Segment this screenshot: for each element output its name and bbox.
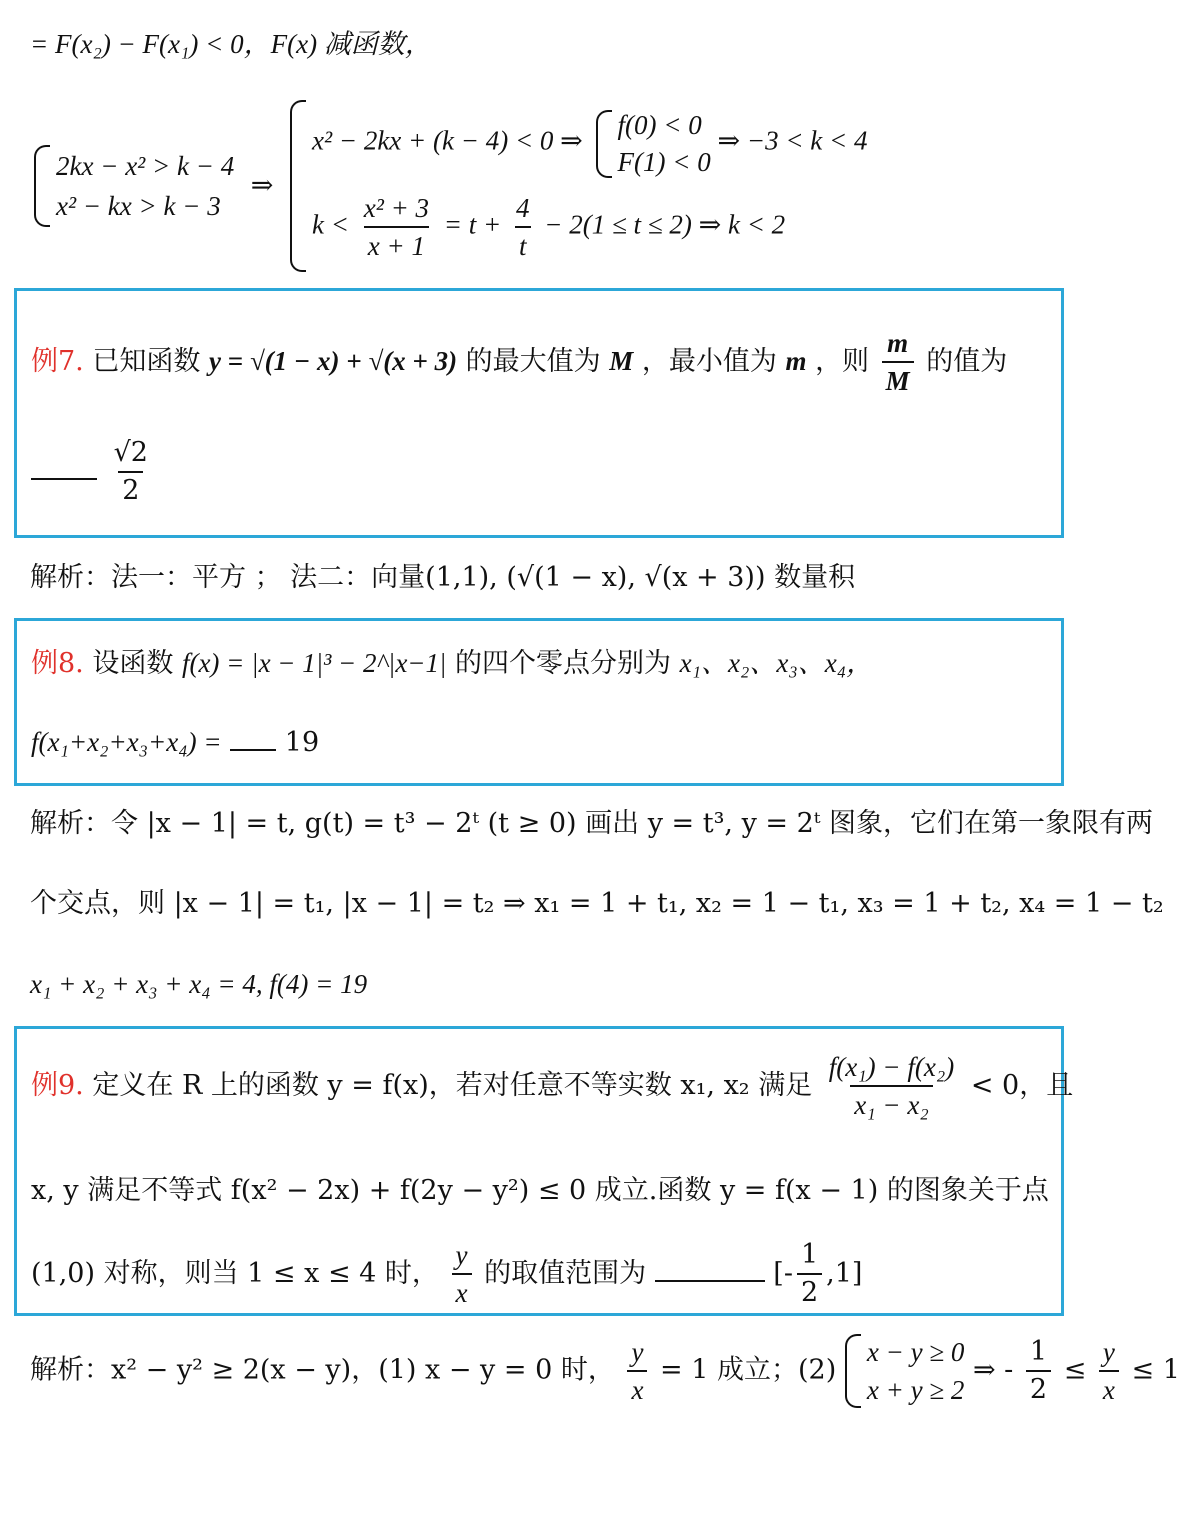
right-row-2: k < $\frac{\text{x² + 3}}{x + 1}$ = t + $\frac{4}{t}$ − 2(1 ≤ t ≤ 2) ⇒ k < 2 [312, 193, 786, 262]
solution-8-line-3: x₁ + x₂ + x₃ + x₄ = 4, f(4) = 19 [30, 969, 368, 999]
right-row-1: x² − 2kx + (k − 4) < 0 ⇒ f(0) < 0 F(1) < 0 ⇒ −3 < k < 4 [312, 110, 868, 177]
example-7-label: 例7. [31, 345, 84, 377]
example-7-answer: $\frac{√2}{2}$ [31, 437, 156, 508]
solution-8-line-1: 解析：令 |x − 1| = t, g(t) = t³ − 2ᵗ (t ≥ 0) 画出 y = t³, y = 2ᵗ 图象，它们在第一象限有两 [30, 808, 1154, 839]
implies-arrow: ⇒ [250, 169, 274, 201]
example-9-label: 例9. [31, 1069, 84, 1101]
solution-9-brace [845, 1334, 861, 1408]
example-9-line-3: (1,0) 对称，则当 1 ≤ x ≤ 4 时， $\frac{y}{x}$ 的取值范围为 [- $\frac{1}{2}$ ,1] [31, 1239, 863, 1309]
answer-blank [655, 1256, 765, 1282]
right-system [290, 100, 868, 272]
example-7-box [14, 288, 1064, 538]
example-9-box [14, 1026, 1074, 1316]
example-8-question: 例8. 设函数 f(x) = |x − 1|³ − 2^|x−1| 的四个零点分别为 x₁、x₂、x₃、x₄， [31, 648, 874, 679]
derivation-system [34, 100, 868, 272]
example-7-question: 例7. 已知函数 y = √(1 − x) + √(x + 3) 的最大值为 M ，最小值为 m ，则 $\frac{m}{M}$ 的值为 [31, 328, 1008, 397]
right-brace [290, 100, 306, 272]
solution-9: 解析：x² − y² ≥ 2(x − y)，(1) x − y = 0 时， $\frac{y}{x}$ = 1 成立；(2) x − y ≥ 0 x + y ≥ 2 ⇒ - $\frac{1}{2}$ ≤ $\frac{y}{x}$ ≤ 1 [30, 1334, 1180, 1408]
solution-7: 解析：法一：平方 ； 法二：向量(1,1), (√(1 − x), √(x + 3)) 数量积 [30, 562, 856, 593]
example-9-question: 例9. 定义在 R 上的函数 y = f(x)，若对任意不等实数 x₁, x₂ 满足 $\frac{\text{f(x₁) − f(x₂)}}{\text{x₁ − x₂}}$ < 0，且 [31, 1052, 1074, 1121]
left-brace [34, 145, 50, 227]
sub-brace [596, 110, 612, 178]
left-system: 2kx − x² > k − 4 x² − kx > k − 3 [34, 145, 234, 227]
solution-9-system: x − y ≥ 0 x + y ≥ 2 [845, 1334, 965, 1408]
derivation-line-1: = F(x₂) − F(x₁) < 0，F(x) 减函数， [30, 29, 432, 59]
answer-blank [230, 725, 276, 751]
solution-8-line-2: 个交点，则 |x − 1| = t₁, |x − 1| = t₂ ⇒ x₁ = 1 + t₁, x₂ = 1 − t₁, x₃ = 1 + t₂, x₄ = 1 − t₂ [30, 888, 1164, 919]
example-8-label: 例8. [31, 648, 84, 679]
answer-blank [31, 454, 97, 480]
example-8-box [14, 618, 1064, 786]
example-8-line-2: f(x₁+x₂+x₃+x₄) = 19 [31, 727, 320, 758]
example-8-answer: 19 [284, 727, 320, 758]
sub-system: f(0) < 0 F(1) < 0 [596, 109, 711, 178]
example-9-line-2: x, y 满足不等式 f(x² − 2x) + f(2y − y²) ≤ 0 成立.函数 y = f(x − 1) 的图象关于点 [31, 1175, 1049, 1206]
